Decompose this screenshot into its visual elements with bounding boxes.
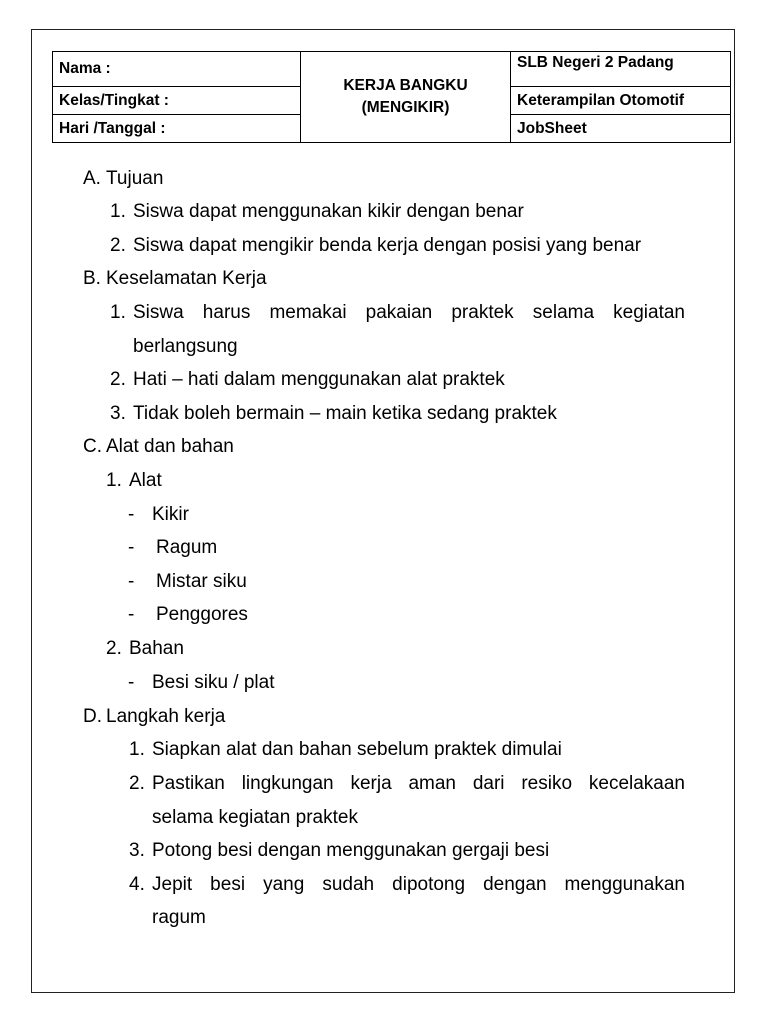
dash-bullet: - [128,537,135,558]
list-number: 3. [110,403,126,424]
list-item: Mistar siku [156,571,247,592]
list-item: Kikir [152,504,189,525]
list-number: 2. [106,638,122,659]
list-number: 2. [129,773,145,794]
list-item: Potong besi dengan menggunakan gergaji besi [152,840,550,861]
list-item: Siswa dapat menggunakan kikir dengan benar [133,201,524,222]
alat-title: Alat [129,470,162,491]
list-item-continuation: berlangsung [133,336,238,357]
list-number: 1. [106,470,122,491]
list-number: 4. [129,874,145,895]
list-item: Hati – hati dalam menggunakan alat praktek [133,369,505,390]
section-a-title: Tujuan [106,168,164,189]
hari-tanggal-label: Hari /Tanggal : [53,115,301,143]
dash-bullet: - [128,571,135,592]
nama-label: Nama : [53,52,301,87]
list-number: 2. [110,369,126,390]
list-item: Pastikan lingkungan kerja aman dari resiko kecelakaan [152,773,685,794]
header-table [52,51,731,143]
list-item: Jepit besi yang sudah dipotong dengan menggunakan [152,874,685,895]
dash-bullet: - [128,504,135,525]
list-item: Penggores [156,604,248,625]
list-number: 1. [129,739,145,760]
list-number: 3. [129,840,145,861]
list-number: 1. [110,201,126,222]
dash-bullet: - [128,672,135,693]
list-number: 2. [110,235,126,256]
subject-name: Keterampilan Otomotif [511,87,731,115]
list-item: Besi siku / plat [152,672,275,693]
list-number: 1. [110,302,126,323]
kelas-label: Kelas/Tingkat : [53,87,301,115]
section-b-marker: B. [83,268,101,289]
list-item: Ragum [156,537,218,558]
list-item-continuation: ragum [152,907,206,928]
section-b-title: Keselamatan Kerja [106,268,267,289]
list-item: Siapkan alat dan bahan sebelum praktek dimulai [152,739,562,760]
list-item-continuation: selama kegiatan praktek [152,807,358,828]
section-d-title: Langkah kerja [106,706,226,727]
doc-type: JobSheet [511,115,731,143]
title-line-2: (MENGIKIR) [361,99,450,116]
list-item: Siswa harus memakai pakaian praktek selama kegiatan [133,302,685,323]
title-line-1: KERJA BANGKU [343,77,468,95]
section-c-title: Alat dan bahan [106,436,234,457]
list-item: Siswa dapat mengikir benda kerja dengan posisi yang benar [133,235,642,256]
bahan-title: Bahan [129,638,184,659]
section-c-marker: C. [83,436,102,457]
section-d-marker: D. [83,706,102,727]
school-name: SLB Negeri 2 Padang [511,52,731,87]
section-a-marker: A. [83,168,101,189]
dash-bullet: - [128,604,135,625]
list-item: Tidak boleh bermain – main ketika sedang praktek [133,403,557,424]
document-title [301,52,511,143]
